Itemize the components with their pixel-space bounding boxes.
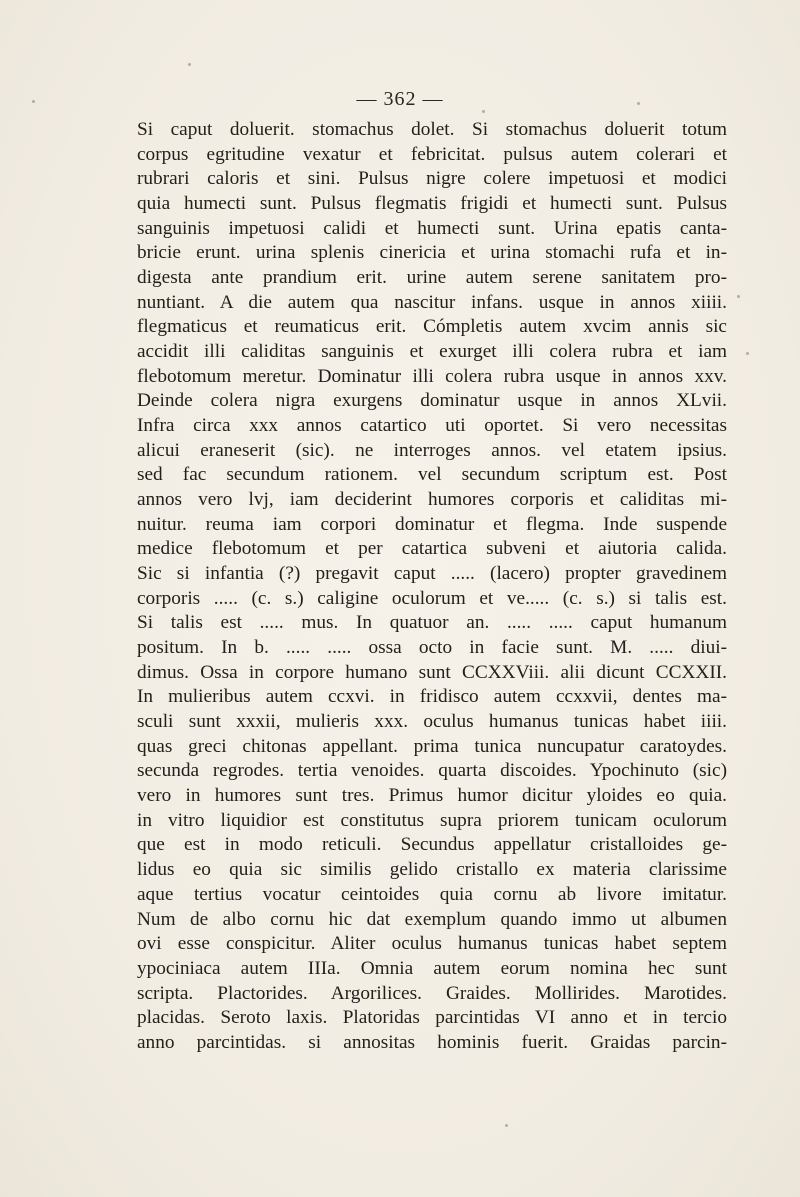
text-line: digesta ante prandium erit. urine autem serene sanitatem pro- — [137, 267, 727, 289]
text-line: anno parcintidas. si annositas hominis fuerit. Graidas parcin- — [137, 1031, 727, 1053]
text-line: ovi esse conspicitur. Aliter oculus humanus tunicas habet septem — [137, 933, 727, 955]
text-line: rubrari caloris et sini. Pulsus nigre colere impetuosi et modici — [137, 168, 727, 190]
text-line: annos vero lvj, iam deciderint humores corporis et caliditas mi- — [137, 489, 727, 511]
text-line: que est in modo reticuli. Secundus appellatur cristalloides ge- — [137, 834, 727, 856]
text-line: positum. In b. ..... ..... ossa octo in facie sunt. M. ..... diui- — [137, 637, 727, 659]
text-line: sanguinis impetuosi calidi et humecti sunt. Urina epatis canta- — [137, 217, 727, 239]
text-line: Si talis est ..... mus. In quatuor an. ..... ..... caput humanum — [137, 612, 727, 634]
text-line: Si caput doluerit. stomachus dolet. Si stomachus doluerit totum — [137, 119, 727, 140]
text-line: Deinde colera nigra exurgens dominatur usque in annos XLvii. — [137, 390, 727, 412]
text-line: sed fac secundum rationem. vel secundum scriptum est. Post — [137, 464, 727, 486]
text-line: flebotomum meretur. Dominatur illi colera rubra usque in annos xxv. — [137, 365, 727, 387]
text-line: secunda regrodes. tertia venoides. quarta discoides. Ypochinuto (sic) — [137, 760, 727, 782]
text-line: in vitro liquidior est constitutus supra priorem tunicam oculorum — [137, 809, 727, 831]
paper-speck — [482, 110, 485, 113]
text-line: quas greci chitonas appellant. prima tunica nuncupatur caratoydes. — [137, 735, 727, 757]
text-line: corporis ..... (c. s.) caligine oculorum et ve..... (c. s.) si talis est. — [137, 587, 727, 609]
text-line: alicui eraneserit (sic). ne interroges annos. vel etatem ipsius. — [137, 439, 727, 461]
page-number: — 362 — — [356, 88, 444, 110]
text-line: nuitur. reuma iam corpori dominatur et flegma. Inde suspende — [137, 513, 727, 535]
text-line: medice flebotomum et per catartica subveni et aiutoria calida. — [137, 538, 727, 560]
text-line: bricie erunt. urina splenis cinericia et urina stomachi rufa et in- — [137, 242, 727, 264]
text-line: corpus egritudine vexatur et febricitat. pulsus autem colerari et — [137, 143, 727, 165]
text-line: vero in humores sunt tres. Primus humor dicitur yloides eo quia. — [137, 785, 727, 807]
body-text — [137, 118, 727, 1056]
paper-speck — [32, 100, 35, 103]
text-line: Num de albo cornu hic dat exemplum quando immo ut albumen — [137, 908, 727, 930]
text-line: aque tertius vocatur ceintoides quia cornu ab livore imitatur. — [137, 883, 727, 905]
paper-speck — [188, 63, 191, 66]
paper-speck — [737, 295, 740, 298]
text-line: nuntiant. A die autem qua nascitur infans. usque in annos xiiii. — [137, 291, 727, 313]
paper-speck — [505, 1124, 508, 1127]
text-line: lidus eo quia sic similis gelido cristallo ex materia clarissime — [137, 859, 727, 881]
text-line: placidas. Seroto laxis. Platoridas parcintidas VI anno et in tercio — [137, 1007, 727, 1029]
paper-speck — [746, 352, 749, 355]
text-line: Infra circa xxx annos catartico uti oportet. Si vero necessitas — [137, 415, 727, 437]
text-line: scripta. Plactorides. Argorilices. Graides. Mollirides. Marotides. — [137, 982, 727, 1004]
text-line: dimus. Ossa in corpore humano sunt CCXXViii. alii dicunt CCXXII. — [137, 661, 727, 683]
text-line: ypociniaca autem IIIa. Omnia autem eorum nomina hec sunt — [137, 957, 727, 979]
text-line: accidit illi caliditas sanguinis et exurget illi colera rubra et iam — [137, 341, 727, 363]
text-line: sculi sunt xxxii, mulieris xxx. oculus humanus tunicas habet iiii. — [137, 711, 727, 733]
text-line: Sic si infantia (?) pregavit caput ..... (lacero) propter gravedinem — [137, 563, 727, 585]
text-line: In mulieribus autem ccxvi. in fridisco autem ccxxvii, dentes ma- — [137, 686, 727, 708]
text-line: quia humecti sunt. Pulsus flegmatis frigidi et humecti sunt. Pulsus — [137, 193, 727, 215]
text-line: flegmaticus et reumaticus erit. Cómpletis autem xvcim annis sic — [137, 316, 727, 338]
paper-speck — [637, 102, 640, 105]
